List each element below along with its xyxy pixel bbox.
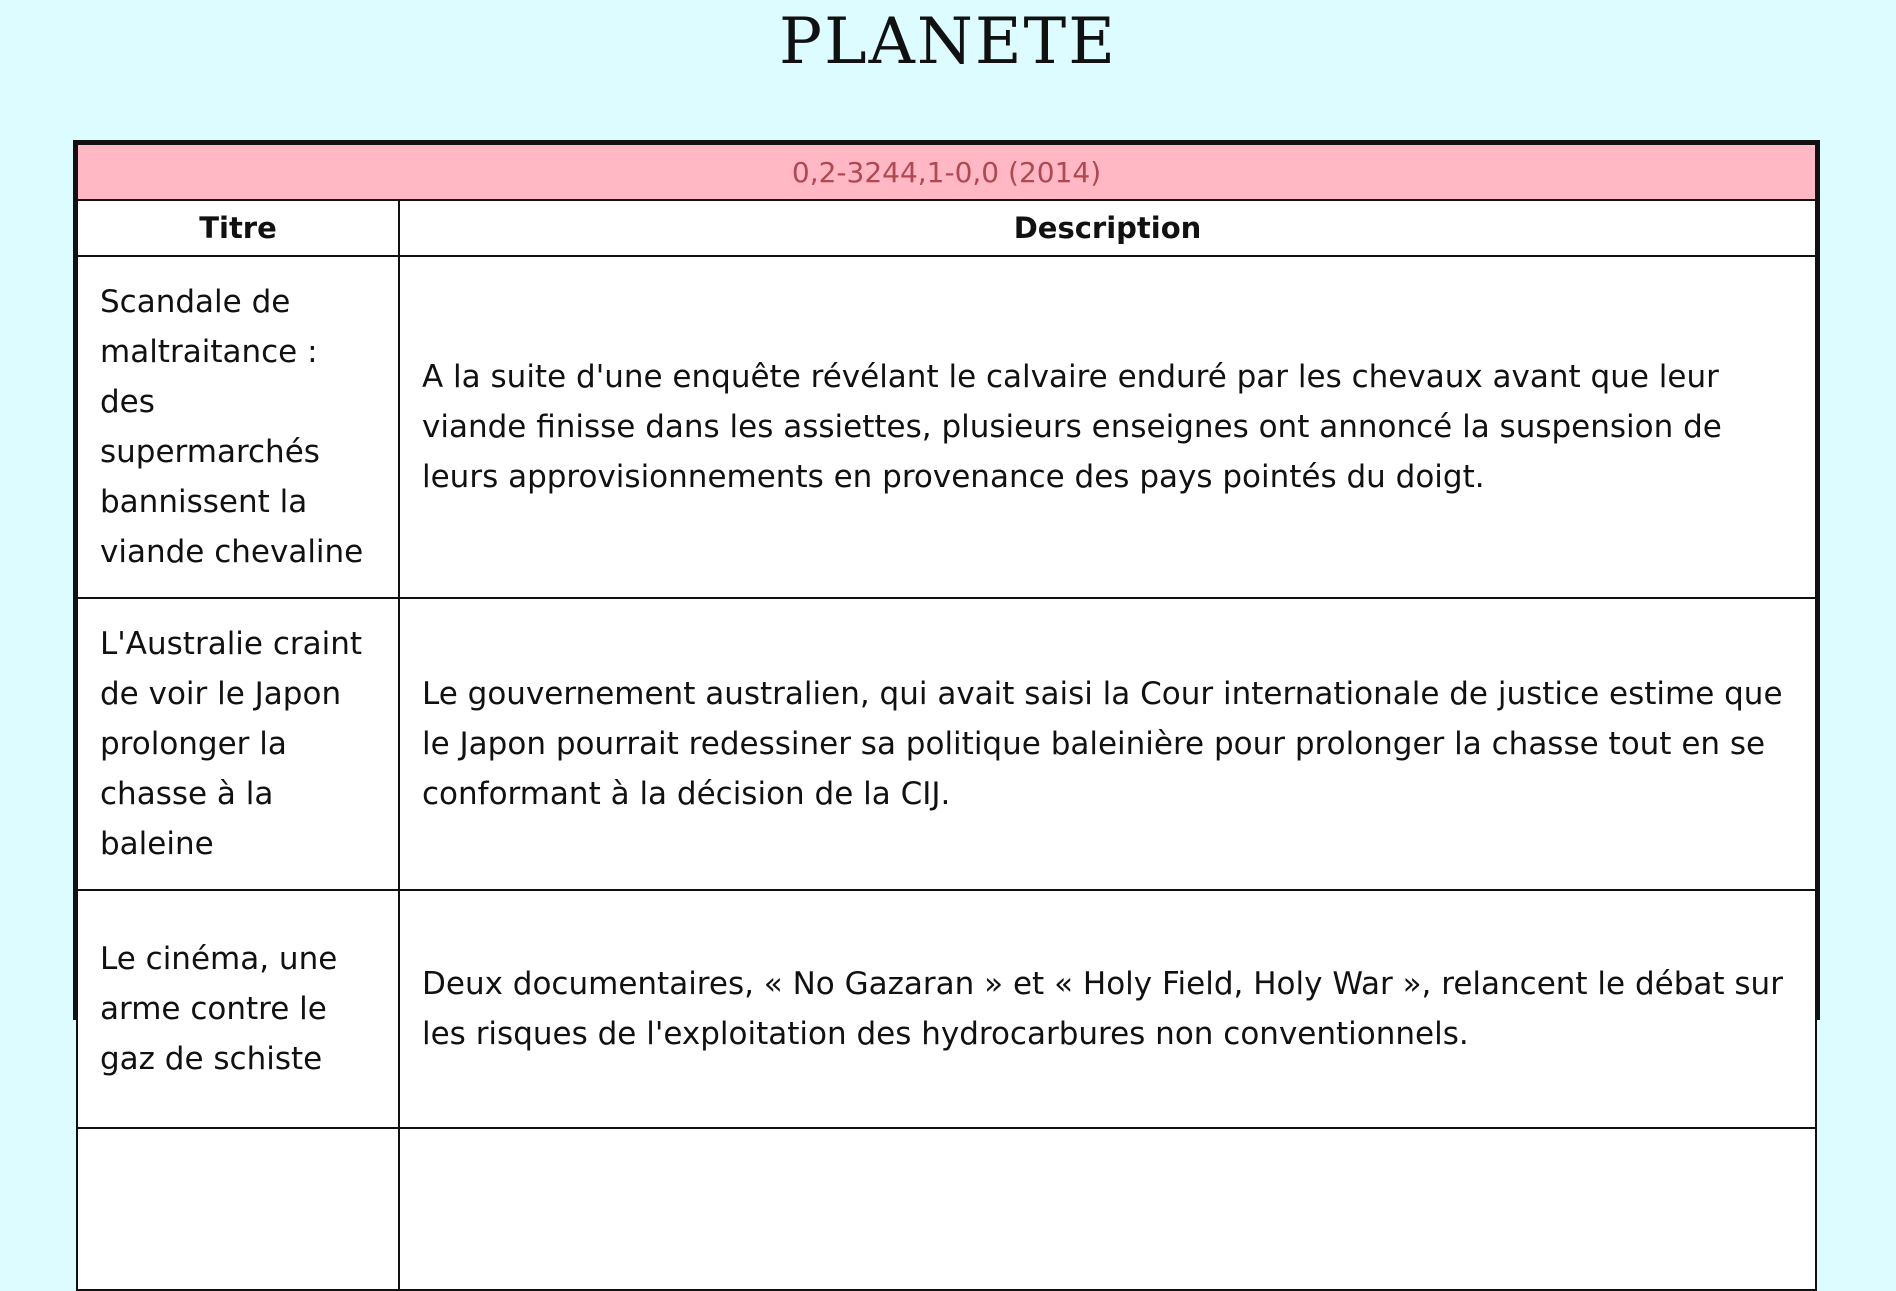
row-title-cell: Le cinéma, une arme contre le gaz de schiste [77, 890, 399, 1128]
column-header-description: Description [399, 200, 1816, 256]
table-row [77, 598, 1816, 890]
row-description-cell: Deux documentaires, « No Gazaran » et « Holy Field, Holy War », relancent le débat sur les risques de l'exploitation des hydrocarbures non conventionnels. [399, 890, 1816, 1128]
row-description-cell: A la suite d'une enquête révélant le calvaire enduré par les chevaux avant que leur viande finisse dans les assiettes, plusieurs enseignes ont annoncé la suspension de leurs approvisionnements en provenance des pays pointés du doigt. [399, 256, 1816, 598]
articles-table [73, 140, 1820, 1077]
table-caption-row [77, 144, 1816, 200]
table-row [77, 890, 1816, 1128]
row-title-cell-empty [77, 1128, 399, 1290]
row-title-cell: L'Australie craint de voir le Japon prolonger la chasse à la baleine [77, 598, 399, 890]
column-header-title: Titre [77, 200, 399, 256]
row-description-cell-empty [399, 1128, 1816, 1290]
table-header-row [77, 200, 1816, 256]
table-row [77, 256, 1816, 598]
row-description-cell: Le gouvernement australien, qui avait saisi la Cour internationale de justice estime que le Japon pourrait redessiner sa politique baleinière pour prolonger la chasse tout en se conformant à la décision de la CIJ. [399, 598, 1816, 890]
table-caption: 0,2-3244,1-0,0 (2014) [77, 144, 1816, 200]
row-title-cell: Scandale de maltraitance : des supermarchés bannissent la viande chevaline [77, 256, 399, 598]
table-row-partial [77, 1128, 1816, 1290]
page-title: PLANETE [779, 5, 1117, 79]
